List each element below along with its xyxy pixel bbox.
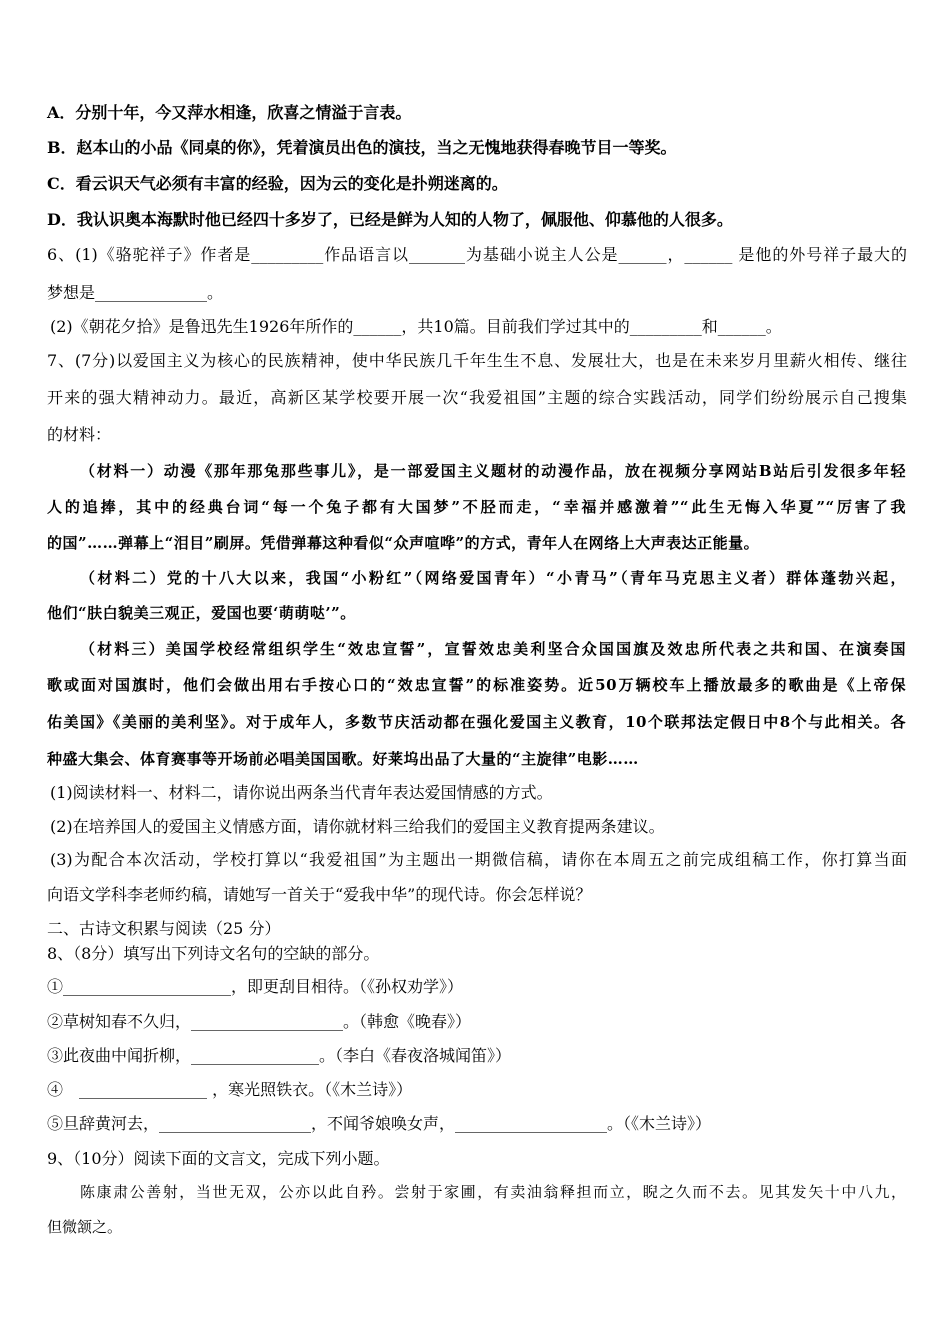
q6-line-2: 梦想是______________。 — [47, 283, 224, 302]
q8-item-5: ⑤旦辞黄河去，___________________，不闻爷娘唤女声，___________________。（《木兰诗》） — [47, 1114, 712, 1133]
q7-sub-question-3-line-1: (3)为配合本次活动，学校打算以“我爱祖国”为主题出一期微信稿，请你在本周五之前完成组稿工作，你打算当面 — [50, 850, 907, 869]
q6-line-3: (2)《朝花夕拾》是鲁迅先生1926年所作的______，共10篇。目前我们学过其中的_________和______。 — [50, 317, 782, 336]
material-3-line-2: 歌或面对国旗时，他们会做出用右手按心口的“效忠宣誓”的标准姿势。近50万辆校车上播放最多的歌曲是《上帝保 — [47, 676, 906, 694]
q9-passage-line-2: 但微颔之。 — [47, 1218, 123, 1236]
section-2-heading: 二、古诗文积累与阅读（25 分） — [47, 919, 281, 938]
material-1-line-2: 人的追捧，其中的经典台词“每一个兔子都有大国梦”不胫而走，“幸福并感激着”“此生无悔入华夏”“厉害了我 — [47, 498, 906, 516]
q5-option-c: C．看云识天气必须有丰富的经验，因为云的变化是扑朔迷离的。 — [47, 174, 508, 193]
q7-sub-question-1: (1)阅读材料一、材料二，请你说出两条当代青年表达爱国情感的方式。 — [50, 783, 553, 802]
q8-item-2: ②草树知春不久归，___________________。（韩愈《晚春》） — [47, 1012, 472, 1031]
material-1-line-3: 的国”……弹幕上“泪目”刷屏。凭借弹幕这种看似“众声喧哗”的方式，青年人在网络上大声表达正能量。 — [47, 534, 760, 552]
q8-item-1: ①_____________________，即更刮目相待。（《孙权劝学》） — [47, 977, 464, 996]
q5-option-b: B．赵本山的小品《同桌的你》，凭着演员出色的演技，当之无愧地获得春晚节目一等奖。 — [47, 138, 677, 157]
q7-intro-3: 的材料： — [47, 425, 112, 444]
q7-sub-question-3-line-2: 向语文学科李老师约稿，请她写一首关于“爱我中华”的现代诗。你会怎样说？ — [47, 885, 592, 904]
q9-passage-line-1: 陈康肃公善射，当世无双，公亦以此自矜。尝射于家圃，有卖油翁释担而立，睨之久而不去。见其发矢十中八九， — [80, 1183, 906, 1201]
q7-sub-question-2: (2)在培养国人的爱国主义情感方面，请你就材料三给我们的爱国主义教育提两条建议。 — [50, 817, 665, 836]
q7-intro-2: 开来的强大精神动力。最近，高新区某学校要开展一次“我爱祖国”主题的综合实践活动，同学们纷纷展示自己搜集 — [47, 388, 907, 407]
q8-title: 8、（8分）填写出下列诗文名句的空缺的部分。 — [47, 944, 380, 963]
material-3-line-4: 种盛大集会、体育赛事等开场前必唱美国国歌。好莱坞出品了大量的“主旋律”电影…… — [47, 750, 639, 768]
material-3-line-1: （材料三）美国学校经常组织学生“效忠宣誓”，宣誓效忠美利坚合众国国旗及效忠所代表之共和国、在演奏国 — [80, 640, 906, 658]
material-2-line-1: （材料二）党的十八大以来，我国“小粉红”（网络爱国青年）“小青马”（青年马克思主义者）群体蓬勃兴起， — [80, 569, 906, 587]
q5-option-a: A．分别十年，今又萍水相逢，欣喜之情溢于言表。 — [47, 103, 412, 122]
q5-option-d: D．我认识奥本海默时他已经四十多岁了，已经是鲜为人知的人物了，佩服他、仰慕他的人很多。 — [47, 210, 733, 229]
material-3-line-3: 佑美国》《美丽的美利坚》。对于成年人，多数节庆活动都在强化爱国主义教育，10个联邦法定假日中8个与此相关。各 — [47, 713, 906, 731]
q9-title: 9、（10分）阅读下面的文言文，完成下列小题。 — [47, 1149, 390, 1168]
material-1-line-1: （材料一）动漫《那年那兔那些事儿》，是一部爱国主义题材的动漫作品，放在视频分享网站B站后引发很多年轻 — [80, 462, 906, 480]
q8-item-4: ④ ________________ ，寒光照铁衣。（《木兰诗》） — [47, 1080, 413, 1099]
q6-line-1: 6、(1)《骆驼祥子》作者是_________作品语言以_______为基础小说主人公是______，______ 是他的外号祥子最大的 — [47, 245, 907, 264]
q8-item-3: ③此夜曲中闻折柳，________________。（李白《春夜洛城闻笛》） — [47, 1046, 512, 1065]
material-2-line-2: 他们“肤白貌美三观正，爱国也要‘萌萌哒’”。 — [47, 604, 356, 622]
q7-intro-1: 7、(7分)以爱国主义为核心的民族精神，使中华民族几千年生生不息、发展壮大，也是在未来岁月里薪火相传、继往 — [47, 351, 907, 370]
